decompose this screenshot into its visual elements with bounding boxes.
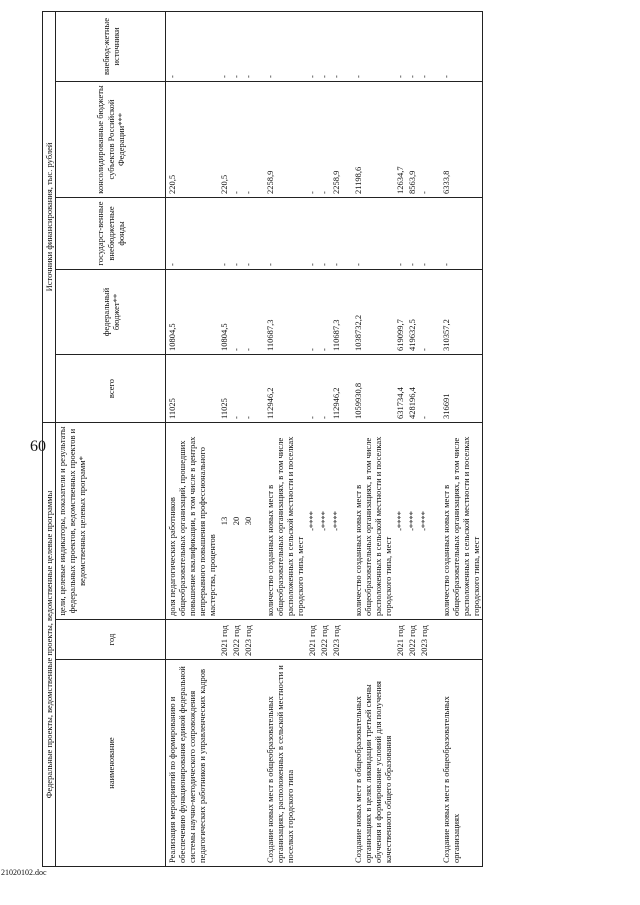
header-state-funds: государст-венные внебюджетные фонды — [56, 198, 166, 270]
row-federal: 10804,5 — [218, 270, 230, 355]
row-name: Реализация мероприятий по формированию и обеспечению функционирования единой федеральной системы научно-методического сопровождения педагогических работников и управленческих кадров — [166, 660, 219, 867]
row-year: 2022 год — [318, 620, 330, 660]
row-indicator: 13 — [218, 423, 230, 620]
row-federal: 1038732,2 — [352, 270, 394, 355]
row-year: 2021 год — [218, 620, 230, 660]
table-row — [394, 11, 406, 866]
row-spacer — [342, 11, 352, 866]
row-year — [264, 620, 306, 660]
row-offbudget: - — [352, 11, 394, 81]
row-name — [418, 660, 430, 867]
row-name — [406, 660, 418, 867]
funding-table — [42, 11, 483, 867]
row-state-funds: - — [440, 198, 483, 270]
header-indicators: цели, целевые индикаторы, показатели и результаты федеральных проектов, ведомственных проектов и ведомственных целевых программ* — [56, 423, 166, 620]
table-row — [306, 11, 318, 866]
row-state-funds: - — [230, 198, 242, 270]
row-total: 1059930,8 — [352, 355, 394, 423]
row-total: 11025 — [166, 355, 219, 423]
row-state-funds: - — [166, 198, 219, 270]
row-federal: - — [418, 270, 430, 355]
row-offbudget: - — [306, 11, 318, 81]
row-year: 2022 год — [230, 620, 242, 660]
header-federal-budget: федеральный бюджет** — [56, 270, 166, 355]
row-offbudget: - — [406, 11, 418, 81]
row-total: - — [242, 355, 254, 423]
document-footer: 21020102.doc — [1, 868, 47, 877]
table-row — [418, 11, 430, 866]
row-total: 112946,2 — [264, 355, 306, 423]
row-indicator: количество созданных новых мест в общеобразовательных организациях, в том числе расположенных в сельской местности и поселках городского типа, мест — [352, 423, 394, 620]
row-indicator: -**** — [406, 423, 418, 620]
row-state-funds: - — [318, 198, 330, 270]
row-name — [218, 660, 230, 867]
row-regional: 2258,9 — [264, 82, 306, 198]
row-name — [318, 660, 330, 867]
row-offbudget: - — [394, 11, 406, 81]
row-total: - — [230, 355, 242, 423]
row-year — [166, 620, 219, 660]
row-year: 2022 год — [406, 620, 418, 660]
row-regional: - — [318, 82, 330, 198]
row-state-funds: - — [406, 198, 418, 270]
row-state-funds: - — [418, 198, 430, 270]
row-regional: 6333,8 — [440, 82, 483, 198]
row-regional: 220,5 — [218, 82, 230, 198]
header-offbudget: внебюд-жетные источники — [56, 11, 166, 81]
header-programs: Федеральные проекты, ведомственные проекты, ведомственные целевые программы — [43, 423, 56, 867]
row-total: 631734,4 — [394, 355, 406, 423]
row-name — [242, 660, 254, 867]
row-regional: 21198,6 — [352, 82, 394, 198]
row-state-funds: - — [330, 198, 342, 270]
row-name — [330, 660, 342, 867]
row-state-funds: - — [306, 198, 318, 270]
row-offbudget: - — [218, 11, 230, 81]
row-year — [440, 620, 483, 660]
row-offbudget: - — [440, 11, 483, 81]
row-indicator: -**** — [394, 423, 406, 620]
row-federal: 110687,3 — [330, 270, 342, 355]
row-indicator: доля педагогических работников общеобразовательных организаций, прошедших повышение квалификации, в том числе в центрах непрерывного повышения профессионального мастерства, процентов — [166, 423, 219, 620]
row-total: 11025 — [218, 355, 230, 423]
table-row — [218, 11, 230, 866]
row-federal: - — [306, 270, 318, 355]
table-row — [166, 11, 219, 866]
row-federal: 619099,7 — [394, 270, 406, 355]
row-regional: - — [306, 82, 318, 198]
row-offbudget: - — [264, 11, 306, 81]
row-indicator: -**** — [318, 423, 330, 620]
row-total: - — [306, 355, 318, 423]
row-state-funds: - — [218, 198, 230, 270]
row-federal: 419632,5 — [406, 270, 418, 355]
row-federal: - — [242, 270, 254, 355]
row-state-funds: - — [394, 198, 406, 270]
table-row — [264, 11, 306, 866]
row-regional: 220,5 — [166, 82, 219, 198]
row-indicator: 20 — [230, 423, 242, 620]
row-offbudget: - — [166, 11, 219, 81]
table-row — [330, 11, 342, 866]
header-funding-sources: Источники финансирования, тыс. рублей — [43, 11, 56, 422]
header-name: наименование — [56, 660, 166, 867]
row-regional: - — [230, 82, 242, 198]
table-row — [406, 11, 418, 866]
row-state-funds: - — [264, 198, 306, 270]
row-year: 2023 год — [418, 620, 430, 660]
row-indicator: количество созданных новых мест в общеобразовательных организациях, в том числе расположенных в сельской местности и поселках городского типа, мест — [264, 423, 306, 620]
row-federal: - — [318, 270, 330, 355]
row-name — [230, 660, 242, 867]
row-total: - — [418, 355, 430, 423]
row-federal: 110687,3 — [264, 270, 306, 355]
row-total: 316691 — [440, 355, 483, 423]
row-state-funds: - — [352, 198, 394, 270]
table-row — [242, 11, 254, 866]
row-total: 112946,2 — [330, 355, 342, 423]
row-indicator: -**** — [306, 423, 318, 620]
row-indicator: -**** — [330, 423, 342, 620]
row-total: - — [318, 355, 330, 423]
row-offbudget: - — [242, 11, 254, 81]
row-regional: 12634,7 — [394, 82, 406, 198]
row-regional: 8563,9 — [406, 82, 418, 198]
row-offbudget: - — [230, 11, 242, 81]
row-name: Создание новых мест в общеобразовательных организациях — [440, 660, 483, 867]
row-name — [394, 660, 406, 867]
page-number: 60 — [30, 438, 46, 455]
row-indicator: количество созданных новых мест в общеобразовательных организациях, в том числе расположенных в сельской местности и поселках городского типа, мест — [440, 423, 483, 620]
row-year: 2023 год — [242, 620, 254, 660]
row-indicator: 30 — [242, 423, 254, 620]
row-year: 2021 год — [394, 620, 406, 660]
header-year: год — [56, 620, 166, 660]
row-spacer — [430, 11, 440, 866]
row-total: 428196,4 — [406, 355, 418, 423]
row-spacer — [254, 11, 264, 866]
row-year: 2023 год — [330, 620, 342, 660]
row-federal: - — [230, 270, 242, 355]
row-name — [306, 660, 318, 867]
table-row — [230, 11, 242, 866]
row-federal: 310357,2 — [440, 270, 483, 355]
row-federal: 10804,5 — [166, 270, 219, 355]
row-name: Создание новых мест в общеобразовательных организациях в целях ликвидации третьей смены обучения и формирование условий для получения качественного общего образования — [352, 660, 394, 867]
row-regional: - — [242, 82, 254, 198]
row-regional: 2258,9 — [330, 82, 342, 198]
header-total: всего — [56, 355, 166, 423]
table-row — [440, 11, 483, 866]
row-name: Создание новых мест в общеобразовательных организациях, расположенных в сельской местности и поселках городского типа — [264, 660, 306, 867]
table-row — [318, 11, 330, 866]
row-state-funds: - — [242, 198, 254, 270]
row-offbudget: - — [318, 11, 330, 81]
row-year — [352, 620, 394, 660]
row-offbudget: - — [330, 11, 342, 81]
row-year: 2021 год — [306, 620, 318, 660]
row-indicator: -**** — [418, 423, 430, 620]
rotated-table-page — [42, 12, 597, 867]
table-row — [352, 11, 394, 866]
header-regional-budgets: консолидированные бюджеты субъектов Российской Федерации*** — [56, 82, 166, 198]
row-offbudget: - — [418, 11, 430, 81]
row-regional: - — [418, 82, 430, 198]
